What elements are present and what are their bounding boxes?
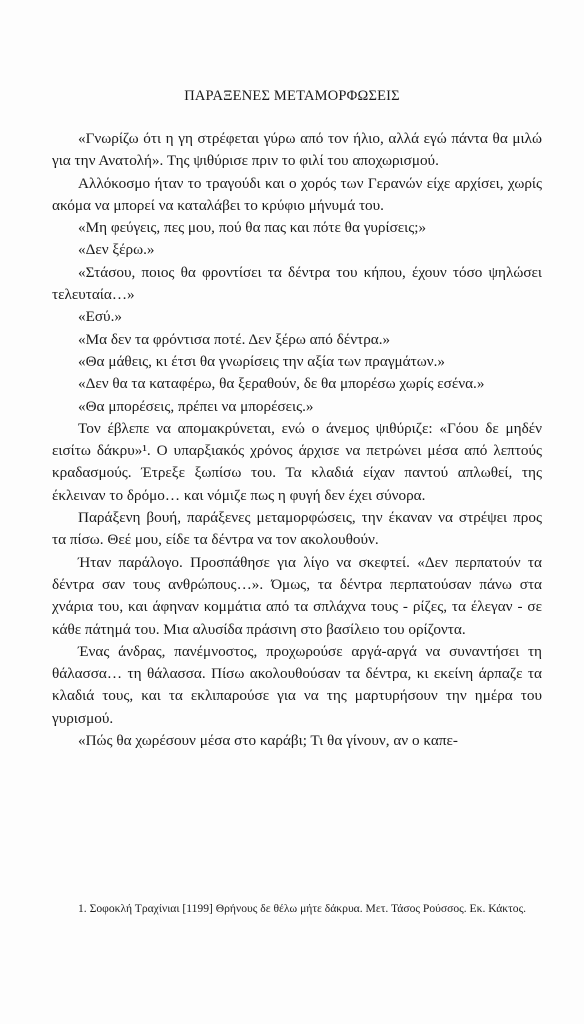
- running-title: ΠΑΡΑΞΕΝΕΣ ΜΕΤΑΜΟΡΦΩΣΕΙΣ: [184, 88, 400, 104]
- paragraph: «Εσύ.»: [78, 308, 122, 326]
- paragraph: Παράξενη βουή, παράξενες μεταμορφώσεις, την έκαναν να στρέψει προς τα πίσω. Θεέ μου, είδε τα δέντρα να τον ακολουθούν.: [52, 509, 542, 549]
- paragraph: Ένας άνδρας, πανέμνοστος, προχωρούσε αργά-αργά να συναντήσει τη θάλασσα… τη θάλασσα. Πίσω ακολουθούσαν τα δέντρα, κι εκείνη άρπαζε τα κλαδιά τους, και τα εκλιπαρούσε για να της μαρτυρήσουν την ημέρα του γυρισμού.: [52, 642, 542, 727]
- paragraph: «Δεν θα τα καταφέρω, θα ξεραθούν, δε θα μπορέσω χωρίς εσένα.»: [78, 375, 485, 393]
- body-text: [52, 128, 542, 752]
- paragraph: «Δεν ξέρω.»: [78, 241, 155, 259]
- paragraph: «Στάσου, ποιος θα φροντίσει τα δέντρα του κήπου, έχουν τόσο ψηλώσει τελευταία…»: [52, 263, 542, 304]
- paragraph: «Θα μπορέσεις, πρέπει να μπορέσεις.»: [78, 397, 314, 415]
- paragraph: «Γνωρίζω ότι η γη στρέφεται γύρω από τον ήλιο, αλλά εγώ πάντα θα μιλώ για την Ανατολή». Της ψιθύρισε πριν το φιλί του αποχωρισμού.: [52, 130, 542, 170]
- paragraph: «Μα δεν τα φρόντισα ποτέ. Δεν ξέρω από δέντρα.»: [78, 330, 391, 348]
- paragraph: «Πώς θα χωρέσουν μέσα στο καράβι; Τι θα γίνουν, αν ο καπε-: [78, 732, 458, 750]
- paragraph: Αλλόκοσμο ήταν το τραγούδι και ο χορός των Γερανών είχε αρχίσει, χωρίς ακόμα να μπορεί να καταλάβει το κρύφιο μήνυμά του.: [52, 174, 542, 214]
- paragraph: «Θα μάθεις, κι έτσι θα γνωρίσεις την αξία των πραγμάτων.»: [78, 352, 445, 370]
- footnote: 1. Σοφοκλή Τραχίνιαι [1199] Θρήνους δε θέλω μήτε δάκρυα. Μετ. Τάσος Ρούσσος. Εκ. Κάκτος.: [78, 902, 527, 915]
- paragraph: Ήταν παράλογο. Προσπάθησε για λίγο να σκεφτεί. «Δεν περπατούν τα δέντρα σαν τους ανθρώπους…». Όμως, τα δέντρα περπατούσαν πάνω στα χνάρια του, και άφηναν κομμάτια από τα σπλάχνα τους - ρίζες, τα έλεγαν - σε κάθε πάτημά του. Μια αλυσίδα πράσινη στο βασίλειο του ορίζοντα.: [52, 553, 542, 638]
- paragraph: «Μη φεύγεις, πες μου, πού θα πας και πότε θα γυρίσεις;»: [78, 219, 427, 237]
- paragraph: Τον έβλεπε να απομακρύνεται, ενώ ο άνεμος ψιθύριζε: «Γόου δε μηδέν εισίτω δάκρυ»¹. Ο υπαρξιακός χρόνος άρχισε να πετρώνει μέσα από λεπτούς κραδασμούς. Έτρεξε ξωπίσω του. Τα κλαδιά είχαν παντού απλωθεί, της έκλειναν το δρόμο… και νόμιζε πως η φυγή δεν έχει σύνορα.: [52, 419, 542, 504]
